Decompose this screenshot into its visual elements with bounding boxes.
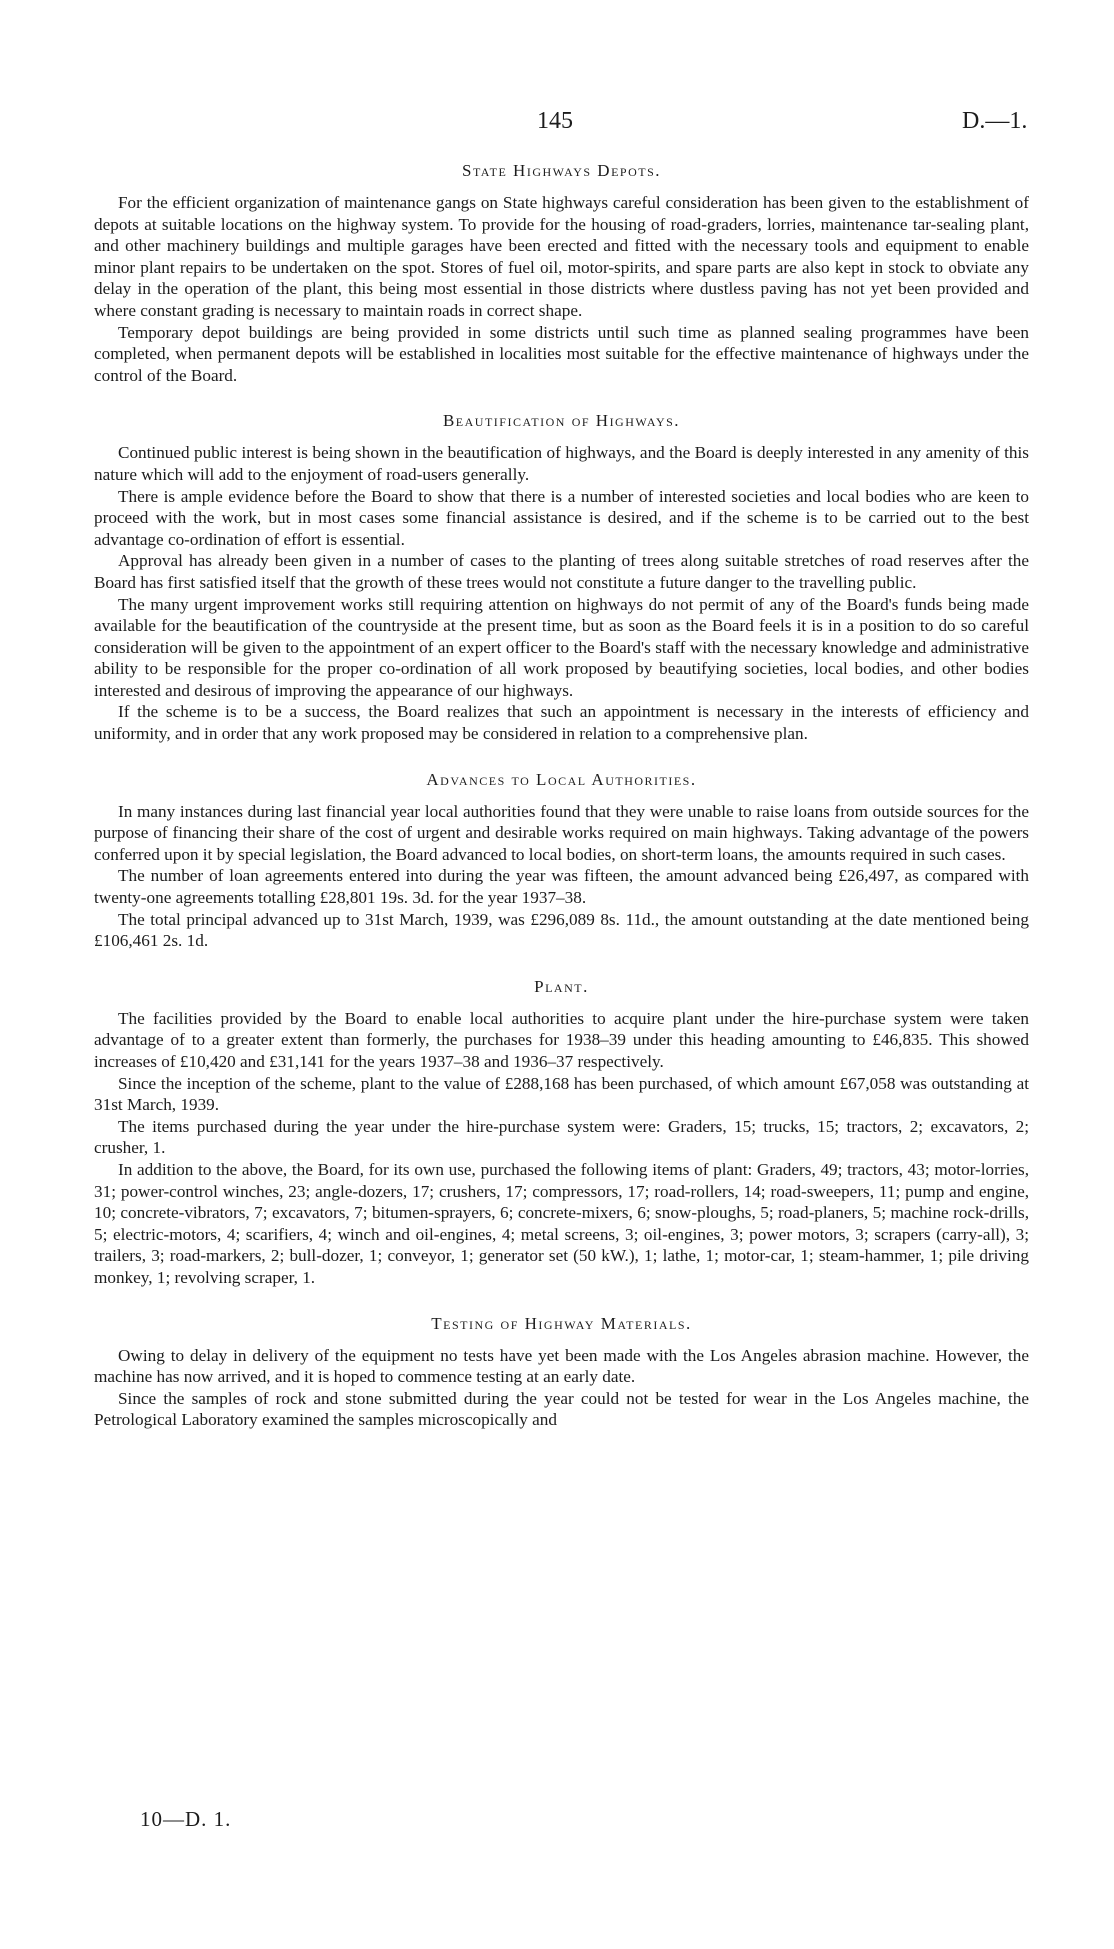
paragraph: The many urgent improvement works still requiring attention on highways do not permit of any of the Board's funds being made available for the beautification of the countryside at the present time, but as soon as the Board feels it is in a position to do so careful consideration will be given to the appointment of an expert officer to the Board's staff with the necessary knowledge and administrative ability to be responsible for the proper co-ordination of all work proposed by beautifying societies, local bodies, and other bodies interested and desirous of improving the appearance of our highways. <box>94 594 1029 700</box>
paragraph: There is ample evidence before the Board to show that there is a number of interested societies and local bodies who are keen to proceed with the work, but in most cases some financial assistance is desired, and if the scheme is to be carried out to the best advantage co-ordination of effort is essential. <box>94 486 1029 549</box>
document-reference: D.—1. <box>962 108 1028 134</box>
section-heading: Advances to Local Authorities. <box>426 769 697 789</box>
section-testing-of-highway-materials <box>94 1313 1029 1431</box>
page-content <box>94 160 1029 1455</box>
section-heading: Beautification of Highways. <box>442 411 681 431</box>
paragraph: If the scheme is to be a success, the Board realizes that such an appointment is necessary in the interests of efficiency and uniformity, and in order that any work proposed may be considered in relation to a comprehensive plan. <box>94 702 1029 744</box>
paragraph: Continued public interest is being shown in the beautification of highways, and the Board is deeply interested in any amenity of this nature which will add to the enjoyment of road-users generally. <box>94 443 1029 484</box>
paragraph: Approval has already been given in a number of cases to the planting of trees along suitable stretches of road reserves after the Board has first satisfied itself that the growth of these trees would not constitute a future danger to the travelling public. <box>94 551 1029 592</box>
printer-signature-mark: 10—D. 1. <box>140 1807 232 1831</box>
paragraph: Temporary depot buildings are being provided in some districts until such time as planned sealing programmes have been completed, when permanent depots will be established in localities most suitable for the effective maintenance of highways under the control of the Board. <box>94 322 1029 385</box>
section-heading: State Highways Depots. <box>461 161 662 180</box>
section-heading: Plant. <box>534 976 589 996</box>
paragraph: The total principal advanced up to 31st March, 1939, was £296,089 8s. 11d., the amount outstanding at the date mentioned being £106,461 2s. 1d. <box>94 909 1029 951</box>
paragraph: Since the inception of the scheme, plant to the value of £288,168 has been purchased, of which amount £67,058 was outstanding at 31st March, 1939. <box>94 1073 1029 1115</box>
section-advances-to-local-authorities <box>94 769 1029 952</box>
section-heading: Testing of Highway Materials. <box>431 1313 692 1333</box>
paragraph: Owing to delay in delivery of the equipment no tests have yet been made with the Los Angeles abrasion machine. However, the machine has now arrived, and it is hoped to commence testing at an early date. <box>94 1345 1029 1387</box>
paragraph: Since the samples of rock and stone submitted during the year could not be tested for wear in the Los Angeles machine, the Petrological Laboratory examined the samples microscopically and <box>94 1388 1029 1430</box>
paragraph: The facilities provided by the Board to enable local authorities to acquire plant under the hire-purchase system were taken advantage of to a greater extent than formerly, the purchases for 1938–39 under this heading amounting to £46,835. This showed increases of £10,420 and £31,141 for the years 1937–38 and 1936–37 respectively. <box>94 1008 1029 1071</box>
paragraph: In many instances during last financial year local authorities found that they were unable to raise loans from outside sources for the purpose of financing their share of the cost of urgent and desirable works required on main highways. Taking advantage of the powers conferred upon it by special legislation, the Board advanced to local bodies, on short-term loans, the amounts required in such cases. <box>94 801 1029 864</box>
section-plant <box>94 976 1029 1289</box>
paragraph: The items purchased during the year under the hire-purchase system were: Graders, 15; trucks, 15; tractors, 2; excavators, 2; crusher, 1. <box>94 1116 1029 1158</box>
section-state-highways-depots <box>94 160 1029 386</box>
page-number: 145 <box>537 108 573 134</box>
section-beautification-of-highways <box>94 410 1029 744</box>
paragraph: The number of loan agreements entered into during the year was fifteen, the amount advanced being £26,497, as compared with twenty-one agreements totalling £28,801 19s. 3d. for the year 1937–38. <box>94 866 1029 908</box>
paragraph: In addition to the above, the Board, for its own use, purchased the following items of plant: Graders, 49; tractors, 43; motor-lorries, 31; power-control winches, 23; angle-dozers, 17; crushers, 17; compressors, 17; road-rollers, 14; road-sweepers, 11; pump and engine, 10; concrete-vibrators, 7; excavators, 7; bitumen-sprayers, 6; concrete-mixers, 6; snow-ploughs, 5; road-planers, 5; machine rock-drills, 5; electric-motors, 4; scarifiers, 4; winch and oil-engines, 4; metal screens, 3; oil-engines, 3; power motors, 3; scrapers (carry-all), 3; trailers, 3; road-markers, 2; bull-dozer, 1; conveyor, 1; generator set (50 kW.), 1; lathe, 1; motor-car, 1; steam-hammer, 1; pile driving monkey, 1; revolving scraper, 1. <box>94 1159 1029 1287</box>
paragraph: For the efficient organization of maintenance gangs on State highways careful consideration has been given to the establishment of depots at suitable locations on the highway system. To provide for the housing of road-graders, lorries, maintenance tar-sealing plant, and other machinery buildings and multiple garages have been erected and fitted with the necessary tools and equipment to enable minor plant repairs to be undertaken on the spot. Stores of fuel oil, motor-spirits, and spare parts are also kept in stock to obviate any delay in the operation of the plant, this being most essential in those districts where dustless paving has not yet been provided and where constant grading is necessary to maintain roads in correct shape. <box>94 193 1029 320</box>
